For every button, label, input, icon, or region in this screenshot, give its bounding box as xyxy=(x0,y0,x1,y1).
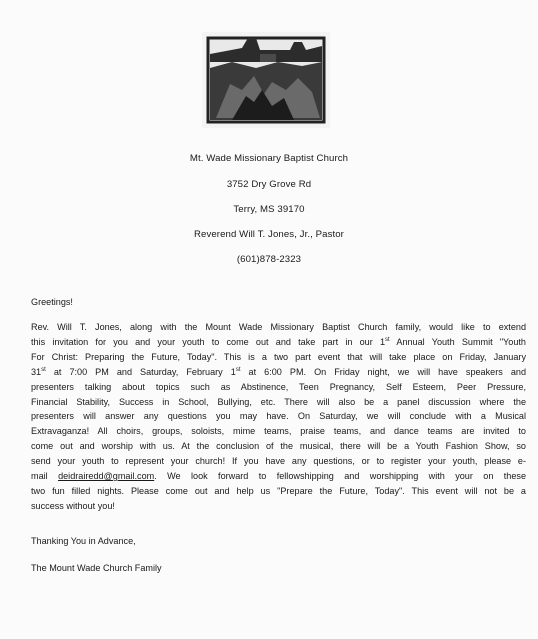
greeting: Greetings! xyxy=(31,297,73,307)
body-line: send your youth to represent your church! If you have any questions, or to register your youth, please e- xyxy=(31,456,526,467)
church-name: Mt. Wade Missionary Baptist Church xyxy=(189,153,349,164)
body-line: success without you! xyxy=(31,500,115,511)
body-line: 31st at 7:00 PM and Saturday, February 1st at 6:00 PM. On Friday night, we will have speakers and xyxy=(31,366,526,377)
body-line: Extravaganza! All choirs, groups, soloists, mime teams, praise teams, and dance teams are invited to xyxy=(31,426,526,437)
closing: Thanking You in Advance, xyxy=(31,536,136,546)
body-line: mail deidrairedd@gmail.com. We look forward to fellowshipping and worshipping with your on these xyxy=(31,471,527,482)
church-city-state-zip: Terry, MS 39170 xyxy=(233,204,305,215)
church-phone: (601)878-2323 xyxy=(236,254,302,265)
email-link[interactable]: deidrairedd@gmail.com xyxy=(58,471,155,482)
church-street: 3752 Dry Grove Rd xyxy=(226,179,312,190)
body-line: this invitation for you and your youth to come out and take part in our 1st Annual Youth Summit "Youth xyxy=(31,336,526,347)
signature: The Mount Wade Church Family xyxy=(31,563,162,573)
body-line: Rev. Will T. Jones, along with the Mount Wade Missionary Baptist Church family, would like to extend xyxy=(31,322,526,332)
body-line: presenters will answer any questions you may have. On Saturday, we will conclude with a Musical xyxy=(31,411,526,422)
body-line: Financial Stability, Success in School, Bullying, etc. There will also be a panel discussion where the xyxy=(31,396,526,407)
body-line: come out and worship with us. At the conclusion of the musical, there will be a Youth Fashion Show, so xyxy=(31,441,526,452)
body-line: two fun filled nights. Please come out and help us "Prepare the Future, Today". This event will not be a xyxy=(31,485,526,496)
pastor-name: Reverend Will T. Jones, Jr., Pastor xyxy=(194,229,344,240)
letter-body xyxy=(31,320,526,514)
body-line: presenters talking about topics such as Abstinence, Teen Pregnancy, Self Esteem, Peer Pressure, xyxy=(31,381,526,392)
church-logo-image xyxy=(202,32,330,128)
body-line: For Christ: Preparing the Future, Today". This is a two part event that will take place on Friday, January xyxy=(31,351,526,362)
